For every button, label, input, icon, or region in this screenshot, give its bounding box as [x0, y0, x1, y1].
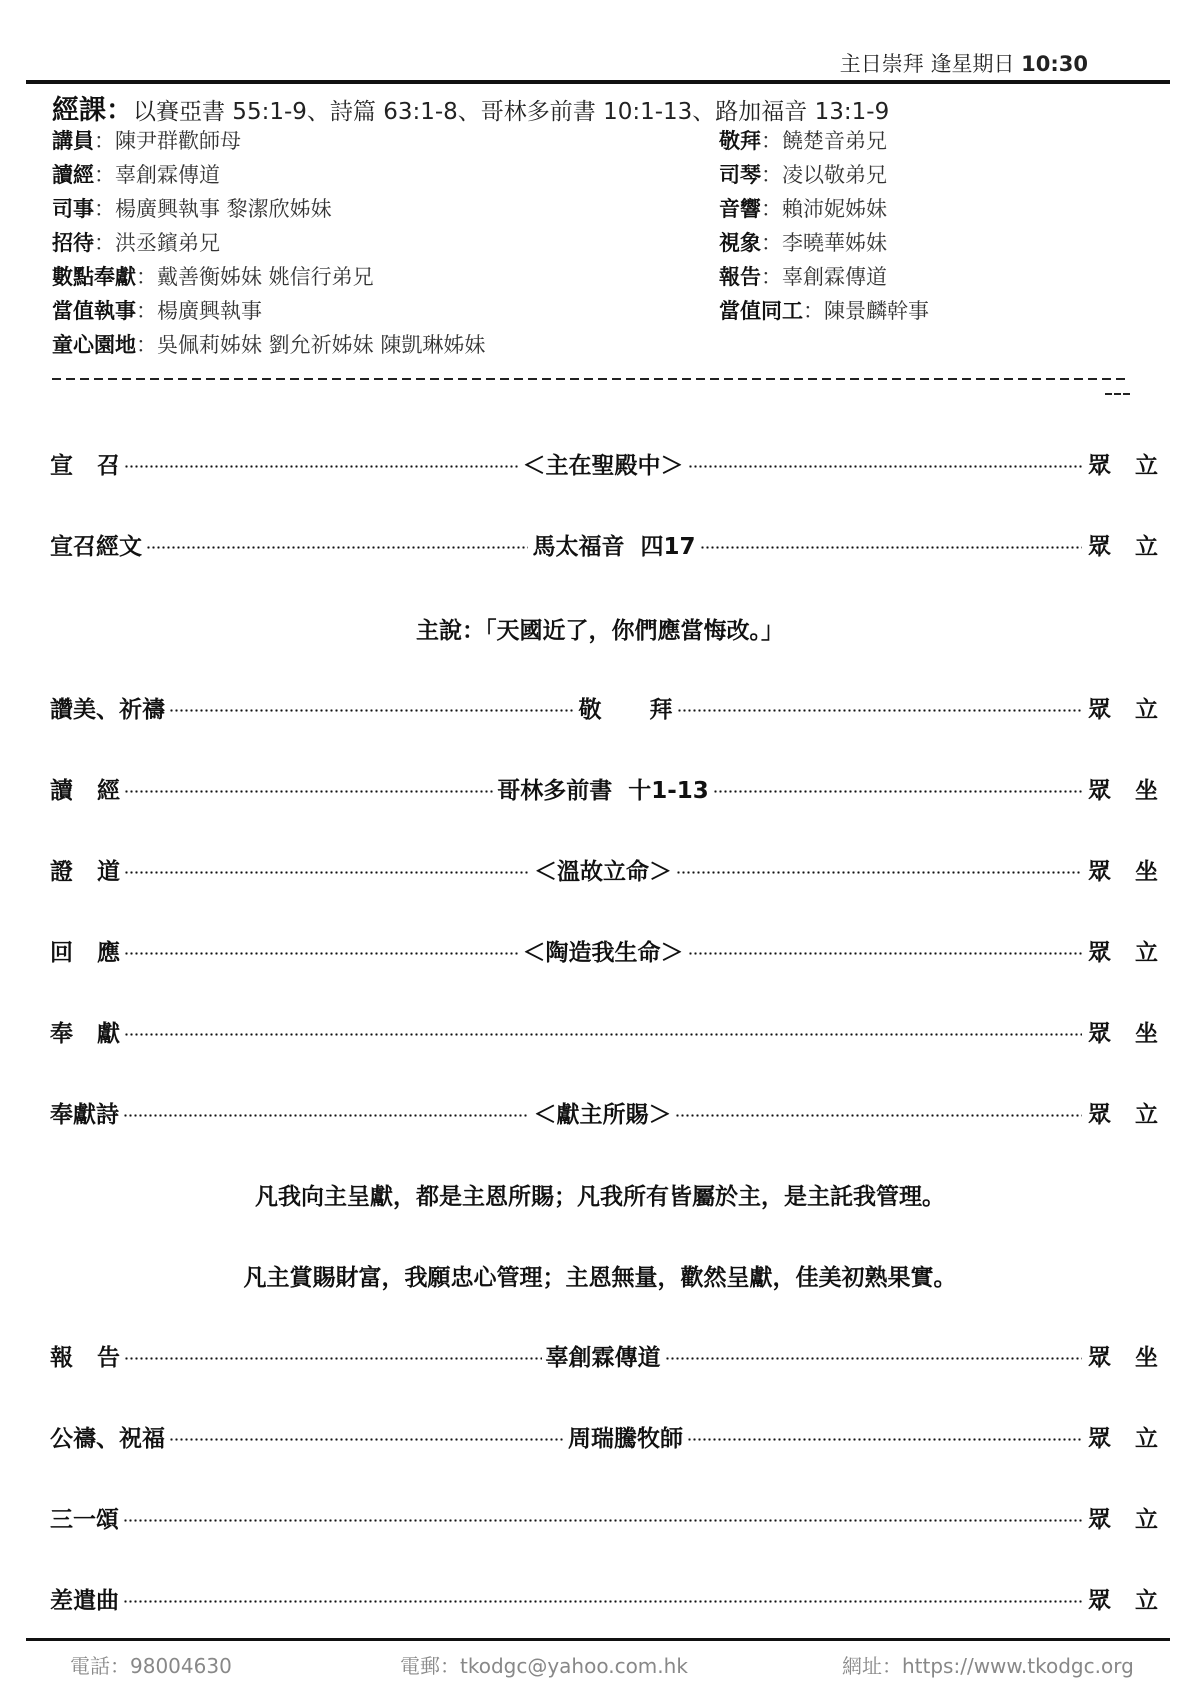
order-item-call-to-worship: 宣 召 ＜主在聖殿中＞ 眾 立: [50, 452, 1158, 479]
dot-leader: [124, 465, 518, 468]
roles-right: [719, 124, 929, 328]
lesson-readings: [52, 88, 889, 127]
order-item-offering-hymn: 奉獻詩 ＜獻主所賜＞ 眾 立: [50, 1101, 1158, 1128]
order-item-announcements: 報 告 辜創霖傳道 眾 坐: [50, 1344, 1158, 1371]
top-rule: [26, 80, 1170, 84]
order-item-offering: 奉 獻 眾 坐: [50, 1020, 1158, 1047]
offering-verse-1: 凡我向主呈獻，都是主恩所賜；凡我所有皆屬於主，是主託我管理。: [255, 1184, 945, 1210]
role-announcements: 報告：辜創霖傳道: [719, 265, 887, 289]
role-visual: 視象：李曉華姊妹: [719, 231, 887, 255]
bottom-rule: [26, 1638, 1170, 1641]
role-worship-leader: 敬拜：饒楚音弟兄: [719, 129, 887, 153]
dot-leader: [675, 1114, 1081, 1117]
dashed-divider-tail: [1105, 393, 1130, 395]
dot-leader: [677, 709, 1082, 712]
order-item-call-scripture: 宣召經文 馬太福音 四17 眾 立: [50, 533, 1158, 560]
lesson-text: 以賽亞書 55:1-9、詩篇 63:1-8、哥林多前書 10:1-13、路加福音 13:1-9: [133, 99, 890, 125]
role-pianist: 司琴：凌以敬弟兄: [719, 163, 887, 187]
role-ushers: 司事：楊廣興執事 黎潔欣姊妹: [52, 197, 332, 221]
role-deacon-on-duty: 當值執事：楊廣興執事: [52, 299, 262, 323]
order-item-prayer-benediction: 公禱、祝福 周瑞騰牧師 眾 立: [50, 1425, 1158, 1452]
order-item-response: 回 應 ＜陶造我生命＞ 眾 立: [50, 939, 1158, 966]
dot-leader: [123, 1519, 1082, 1522]
dot-leader: [146, 546, 528, 549]
dot-leader: [676, 871, 1082, 874]
role-reception: 招待：洪丞鑌弟兄: [52, 231, 220, 255]
dot-leader: [124, 1357, 541, 1360]
dot-leader: [124, 1033, 1082, 1036]
dot-leader: [124, 871, 530, 874]
role-offering-count: 數點奉獻：戴善衡姊妹 姚信行弟兄: [52, 265, 374, 289]
header-title: [840, 48, 1088, 78]
dot-leader: [688, 465, 1082, 468]
role-speaker: 講員：陳尹群歡師母: [52, 129, 241, 153]
role-scripture-reader: 讀經：辜創霖傳道: [52, 163, 220, 187]
dot-leader: [700, 546, 1082, 549]
order-item-doxology: 三一頌 眾 立: [50, 1506, 1158, 1533]
dot-leader: [688, 952, 1082, 955]
dot-leader: [169, 709, 574, 712]
footer-website[interactable]: 網址：https://www.tkodgc.org: [842, 1654, 1134, 1678]
offering-verse-2: 凡主賞賜財富，我願忠心管理；主恩無量，歡然呈獻，佳美初熟果實。: [243, 1265, 957, 1291]
dot-leader: [687, 1438, 1082, 1441]
order-item-sending-hymn: 差遣曲 眾 立: [50, 1587, 1158, 1614]
order-item-praise-prayer: 讚美、祈禱 敬 拜 眾 立: [50, 696, 1159, 723]
dot-leader: [124, 952, 518, 955]
service-name: 主日崇拜 逢星期日: [839, 52, 1015, 76]
dashed-divider: [52, 378, 1130, 380]
order-item-sermon: 證 道 ＜溫故立命＞ 眾 坐: [50, 858, 1158, 885]
dot-leader: [123, 1114, 529, 1117]
role-staff-on-duty: 當值同工：陳景麟幹事: [719, 299, 929, 323]
service-time: 10:30: [1021, 52, 1088, 76]
order-item-scripture-reading: 讀 經 哥林多前書 十1-13 眾 坐: [50, 777, 1159, 804]
dot-leader: [665, 1357, 1082, 1360]
role-sound: 音響：賴沛妮姊妹: [719, 197, 887, 221]
footer-email[interactable]: 電郵：tkodgc@yahoo.com.hk: [400, 1654, 688, 1678]
dot-leader: [713, 790, 1082, 793]
role-children-ministry: 童心園地：吳佩莉姊妹 劉允祈姊妹 陳凱琳姊妹: [52, 333, 486, 357]
roles-left: [52, 124, 485, 362]
dot-leader: [124, 790, 493, 793]
footer-phone: 電話：98004630: [70, 1654, 232, 1678]
call-verse: 主說：「天國近了，你們應當悔改。」: [416, 618, 784, 644]
dot-leader: [123, 1600, 1082, 1603]
lesson-label: 經課：: [52, 95, 133, 126]
dot-leader: [169, 1438, 564, 1441]
